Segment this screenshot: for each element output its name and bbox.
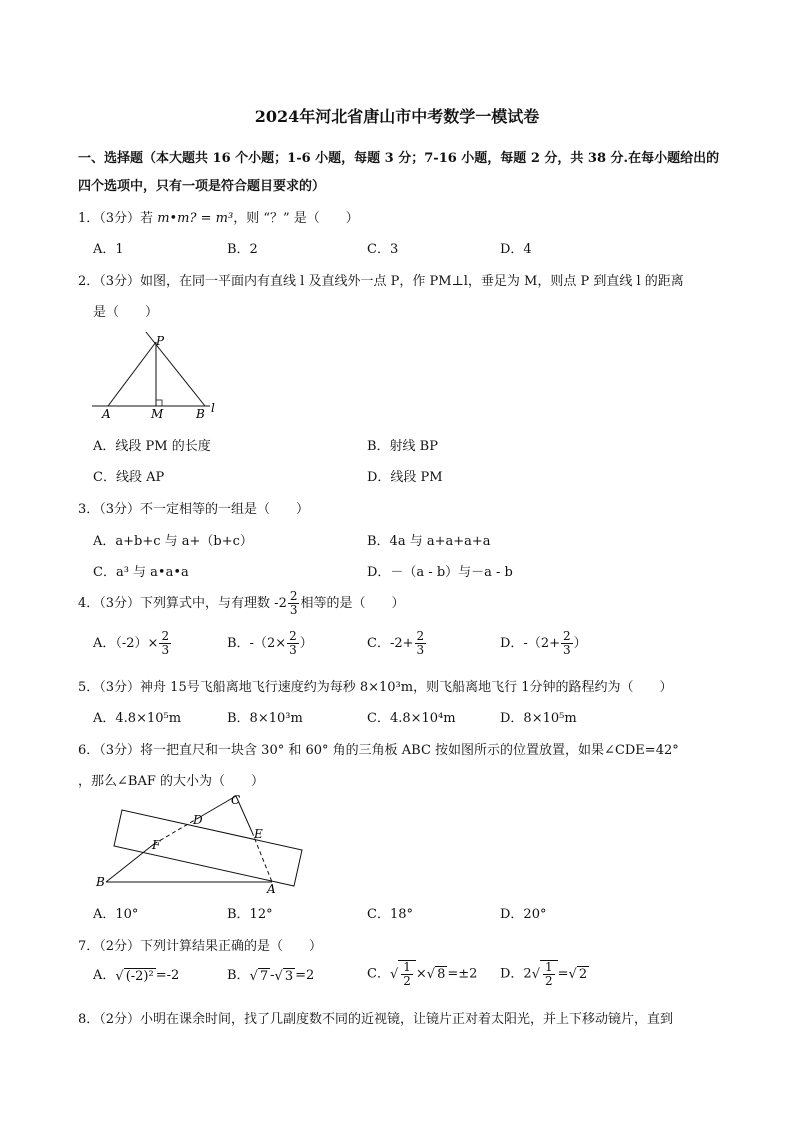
question-5-stem: 5．（3分）神舟 15号飞船离地飞行速度约为每秒 8×10³m，则飞船离地飞行 1分钟的路程约为（ ） bbox=[78, 680, 673, 695]
question-2-line1: 2．（3分）如图，在同一平面内有直线 l 及直线外一点 P，作 PM⊥l，垂足为 M，则点 P 到直线 l 的距离 bbox=[78, 274, 684, 289]
label-f: F bbox=[152, 838, 161, 852]
label-p: P bbox=[156, 334, 165, 348]
question-2-line2: 是（ ） bbox=[93, 305, 159, 320]
q6-option-a: A．10° bbox=[93, 907, 139, 922]
q5-option-c: C．4.8×10⁴m bbox=[367, 711, 456, 726]
q7-option-d: D．2√ $\frac{1}{2}$ =√ 2 bbox=[500, 960, 588, 988]
q2-option-b: B．射线 BP bbox=[367, 439, 438, 454]
label-e: E bbox=[254, 827, 263, 841]
label-b: B bbox=[196, 407, 205, 421]
question-8-line1: 8．（2分）小明在课余时间，找了几副度数不同的近视镜，让镜片正对着太阳光，并上下移动镜片，直到 bbox=[78, 1012, 674, 1027]
q3-option-a: A．a+b+c 与 a+（b+c） bbox=[93, 534, 253, 549]
segment-ap bbox=[108, 342, 156, 406]
label-d: D bbox=[193, 813, 203, 827]
q5-option-a: A．4.8×10⁵m bbox=[93, 711, 182, 726]
q1-option-b: B．2 bbox=[227, 242, 258, 257]
q6-option-c: C．18° bbox=[367, 907, 413, 922]
q3-option-d: D．－（a - b）与－a - b bbox=[367, 565, 513, 580]
q4-option-a: A．（-2）× $\frac{2}{3}$ bbox=[93, 629, 170, 657]
q7-option-c: C．√ $\frac{1}{2}$ ×√ 8 =±2 bbox=[367, 960, 478, 988]
q2-option-c: C．线段 AP bbox=[93, 470, 165, 485]
section-heading-line2: 四个选项中，只有一项是符合题目要求的） bbox=[78, 179, 326, 194]
q6-option-d: D．20° bbox=[500, 907, 547, 922]
segment-bp bbox=[146, 332, 205, 406]
q5-option-b: B．8×10³m bbox=[227, 711, 303, 726]
label-a: A bbox=[267, 882, 276, 895]
q1-option-c: C．3 bbox=[367, 242, 399, 257]
q2-option-d: D．线段 PM bbox=[367, 470, 443, 485]
page-title: 2024年河北省唐山市中考数学一模试卷 bbox=[254, 107, 540, 126]
q7-option-a: A．√ (-2)² =-2 bbox=[93, 968, 180, 984]
q4-option-d: D．-（2+ $\frac{2}{3}$ ） bbox=[500, 629, 587, 657]
question-3-stem: 3．（3分）不一定相等的一组是（ ） bbox=[78, 502, 310, 517]
q1-option-d: D．4 bbox=[500, 242, 532, 257]
q3-option-c: C．a³ 与 a•a•a bbox=[93, 565, 189, 580]
label-c: C bbox=[231, 793, 241, 807]
label-a: A bbox=[102, 407, 111, 421]
q4-option-c: C．-2+ $\frac{2}{3}$ bbox=[367, 629, 425, 657]
label-b: B bbox=[96, 875, 105, 889]
question-6-line1: 6．（3分）将一把直尺和一块含 30° 和 60° 角的三角板 ABC 按如图所示的位置放置，如果∠CDE=42° bbox=[78, 743, 679, 758]
q4-stem-fraction: $\frac{2}{3}$ bbox=[289, 589, 298, 617]
q2-option-a: A．线段 PM 的长度 bbox=[93, 439, 211, 454]
q4-option-b: B．-（2× $\frac{2}{3}$ ） bbox=[227, 629, 313, 657]
q6-figure bbox=[90, 792, 312, 895]
q1-option-a: A．1 bbox=[93, 242, 124, 257]
q2-figure bbox=[90, 330, 230, 422]
section-heading-line1: 一、选择题（本大题共 16 个小题；1-6 小题，每题 3 分；7-16 小题，每题 2 分，共 38 分.在每小题给出的 bbox=[78, 151, 720, 166]
q5-option-d: D．8×10⁵m bbox=[500, 711, 577, 726]
label-l: l bbox=[211, 401, 215, 415]
question-6-line2: ，那么∠BAF 的大小为（ ） bbox=[78, 774, 264, 789]
q3-option-b: B．4a 与 a+a+a+a bbox=[367, 534, 491, 549]
label-m: M bbox=[151, 407, 164, 421]
q6-option-b: B．12° bbox=[227, 907, 273, 922]
question-4-stem: 4．（3分）下列算式中，与有理数 -2 $\frac{2}{3}$ 相等的是（ ） bbox=[78, 589, 405, 617]
ruler bbox=[114, 810, 302, 886]
question-7-stem: 7．（2分）下列计算结果正确的是（ ） bbox=[78, 939, 323, 954]
question-1-stem: 1．（3分）若 m•m? = m³，则 “？” 是（ ） bbox=[78, 211, 359, 226]
right-angle-mark bbox=[156, 400, 162, 406]
q7-option-b: B．√ 7 -√ 3 =2 bbox=[227, 968, 315, 984]
